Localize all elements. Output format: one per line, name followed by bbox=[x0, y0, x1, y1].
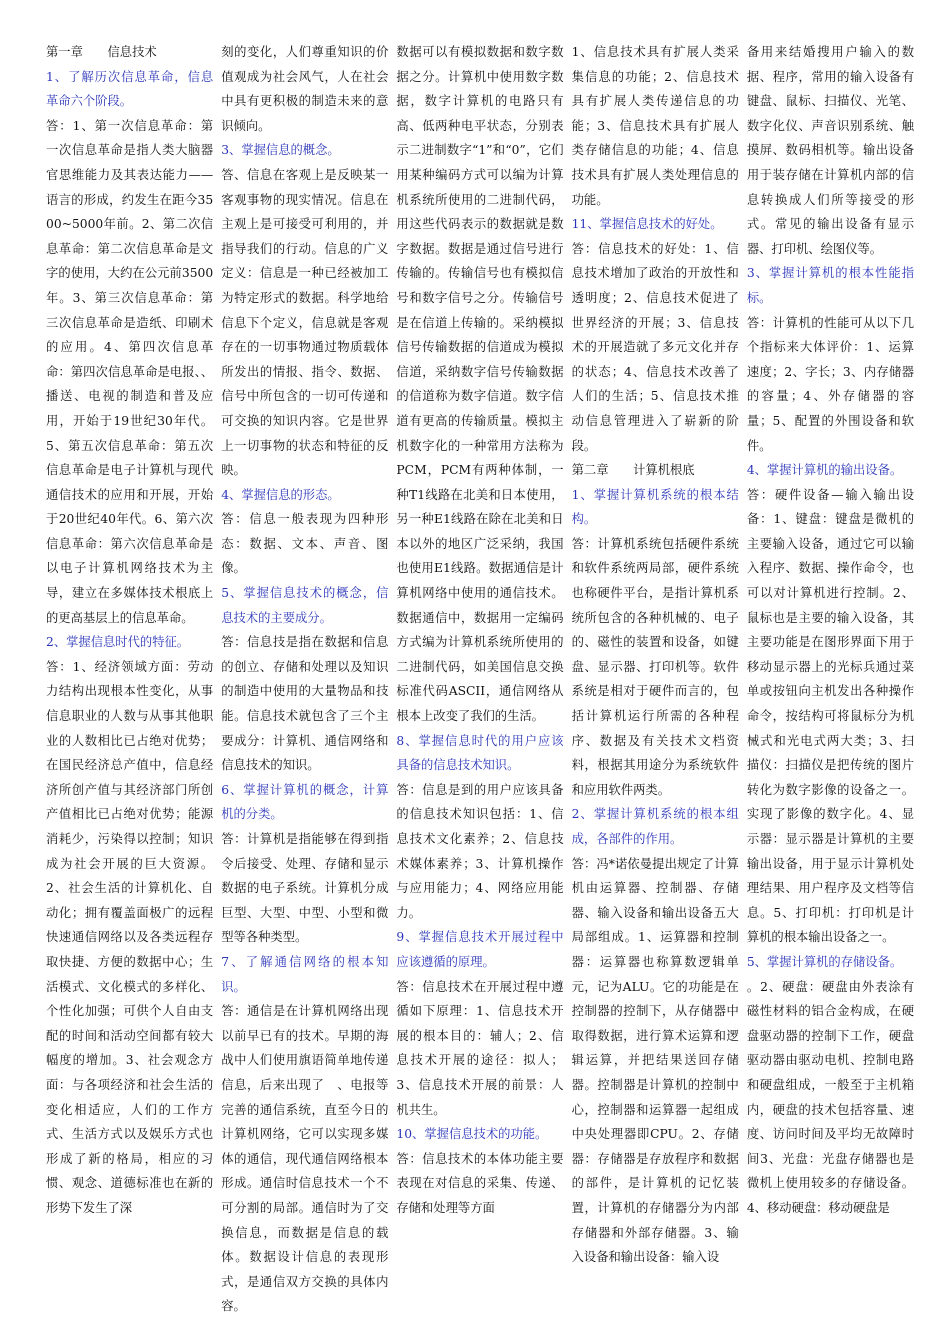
question-heading: 11、掌握信息技术的好处。 bbox=[571, 217, 723, 232]
answer-paragraph: 备用来结婚搜用户输入的数据、程序，常用的输入设备有键盘、鼠标、扫描仪、光笔、数字化仪、声音识别系统、触摸屏、数码相机等。输出设备用于装存储在计算机内部的信息转换成人们所等接受的形式。常见的输出设备有显示器、打印机、绘图仪等。 bbox=[746, 45, 915, 256]
question-heading: 5、掌握信息技术的概念，信息技术的主要成分。 bbox=[221, 586, 389, 625]
answer-paragraph: 答：1、第一次信息革命：第一次信息革命是指人类大脑器官思维能力及其表达能力——语言的形成，约发生在距今3500~5000年前。2、第二次信息革命：第二次信息革命是文字的使用，大约在公元前3500年。3、第三次信息革命：第三次信息革命是造纸、印刷术的应用。4、第四次信息革命：第四次信息革命是电报、、播送、电视的制造和普及应用，开始于19世纪30年代。5、第五次信息革命：第五次信息革命是电子计算机与现代通信技术的应用和开展，开始于20世纪40年代。6、第六次信息革命：第六次信息革命是以电子计算机网络技术为主导，建立在多媒体技术根底上的更高基层上的信息革命。 bbox=[46, 118, 214, 625]
chapter-heading: 第二章 计算机根底 bbox=[571, 463, 695, 478]
answer-paragraph: 答：冯*诺依曼提出规定了计算机由运算器、控制器、存储器、输入设备和输出设备五大局部组成。1、运算器和控制器：运算器也称算数逻辑单元，记为ALU。它的功能是在控制器的控制下，从存储器中取得数据，进行算术运算和逻辑运算，并把结果送回存储器。控制器是计算机的控制中心，控制器和运算器一起组成中央处理器即CPU。2、存储器：存储器是存放程序和数据的部件，是计算机的记忆装置，计算机的存储器分为内部存储器和外部存储器。3、输入设备和输出设备：输入设 bbox=[571, 856, 739, 1265]
answer-paragraph: 刻的变化，人们尊重知识的价值观成为社会风气，人在社会中具有更积极的制造未来的意识倾向。 bbox=[221, 45, 389, 133]
answer-paragraph: 答：信息技是指在数据和信息的创立、存储和处理以及知识的制造中使用的大量物品和技能。信息技术就包含了三个主要成分：计算机、通信网络和信息技术的知识。 bbox=[221, 635, 389, 773]
text-column-5 bbox=[747, 40, 914, 1330]
answer-paragraph: 数据可以有模拟数据和数字数据之分。计算机中使用数字数据，数字计算机的电路只有高、低两种电平状态，分别表示二进制数字“1”和“0”，它们用某种编码方式可以编为计算机系统所使用的二进制代码，用这些代码表示的数据就是数字数据。数据是通过信号进行传输的。传输信号也有模拟信号和数字信号之分。传输信号是在信道上传输的。采纳模拟信号传输数据的信道成为模拟信道，采纳数字信号传输数据的信道称为数字信道。数字信道有更高的传输质量。模拟主机数字化的一种常用方法称为PCM，PCM有两种体制，一种T1线路在北美和日本使用，另一种E1线路在除在北美和日本以外的地区广泛采纳，我国也使用E1线路。数据通信是计算机网络中使用的通信技术。数据通信中，数据用一定编码方式编为计算机系统所使用的二进制代码，如美国信息交换标准代码ASCII，通信网络从根本上改变了我们的生活。 bbox=[396, 45, 564, 724]
text-column-2 bbox=[221, 40, 388, 1330]
answer-paragraph: 答：通信是在计算机网络出现以前早已有的技术。早期的海战中人们使用旗语简单地传递信息，后来出现了 、电报等完善的通信系统，直至今日的计算机网络，它可以实现多媒体的通信，现代通信网络根本形成。通信时信息技术一个不可分割的局部。通信时为了交换信息，而数据是信息的载体。数据设计信息的表现形式，是通信双方交换的具体内容。 bbox=[221, 1004, 389, 1314]
question-heading: 6、掌握计算机的概念，计算机的分类。 bbox=[221, 782, 389, 822]
answer-paragraph: 答：计算机是指能够在得到指令后接受、处理、存储和显示数据的电子系统。计算机分成巨型、大型、中型、小型和微型等各种类型。 bbox=[221, 832, 389, 945]
question-heading: 2、掌握信息时代的特征。 bbox=[46, 635, 190, 650]
answer-paragraph: 答、信息在客观上是反映某一客观事物的现实情况。信息在主观上是可接受可利用的，并指导我们的行动。信息的广义定义：信息是一种已经被加工为特定形式的数据。科学地给信息下个定义，信息就是客观存在的一切事物通过物质载体所发出的情报、指令、数据、信号中所包含的一切可传递和可交换的知识内容。它是世界上一切事物的状态和特征的反映。 bbox=[221, 167, 389, 478]
answer-paragraph: 答：信息技术的本体功能主要表现在对信息的采集、传递、存储和处理等方面 bbox=[396, 1151, 564, 1215]
answer-paragraph: 答：信息一般表现为四种形态：数据、文本、声音、图像。 bbox=[221, 512, 389, 576]
question-heading: 10、掌握信息技术的功能。 bbox=[396, 1127, 548, 1142]
answer-paragraph: 答：信息技术在开展过程中遵循如下原理：1、信息技术开展的根本目的：辅人；2、信息技术开展的途径：拟人；3、信息技术开展的前景：人机共生。 bbox=[396, 979, 564, 1117]
answer-paragraph: 答：硬件设备—输入输出设备：1、键盘：键盘是微机的主要输入设备，通过它可以输入程序、数据、操作命令，也可以对计算机进行控制。2、鼠标也是主要的输入设备，其主要功能是在图形界面下用于移动显示器上的光标兵通过菜单或按钮向主机发出各种操作命令，按结构可将鼠标分为机械式和光电式两大类；3、扫描仪：扫描仪是把传统的图片转化为数字影像的设备之一。实现了影像的数字化。4、显示器：显示器是计算机的主要输出设备，用于显示计算机处理结果、用户程序及文档等信息。5、打印机：打印机是计算机的根本输出设备之一。 bbox=[746, 487, 915, 945]
answer-paragraph: 答：1、经济领域方面：劳动力结构出现根本性变化，从事信息职业的人数与从事其他职业的人数相比已占绝对优势；在国民经济总产值中，信息经济所创产值与其经济部门所创产值相比已占绝对优势；能源消耗少，污染得以控制；知识成为社会开展的巨大资源。2、社会生活的计算机化、自动化；拥有覆盖面极广的远程快速通信网络以及各类远程存取快捷、方便的数据中心；生活模式、文化模式的多样化、个性化加强；可供个人自由支配的时间和活动空间都有较大幅度的增加。3、社会观念方面：与各项经济和社会生活的变化相适应，人们的工作方式、生活方式以及娱乐方式也形成了新的格局，相应的习惯、观念、道德标准也在新的形势下发生了深 bbox=[46, 659, 214, 1215]
text-column-4 bbox=[572, 40, 739, 1330]
document-page bbox=[46, 40, 914, 1330]
answer-paragraph: 答：计算机系统包括硬件系统和软件系统两局部，硬件系统也称硬件平台，是指计算机系统所包含的各种机械的、电子的、磁性的装置和设备，如键盘、显示器、打印机等。软件系统是相对于硬件而言的，包括计算机运行所需的各种程序、数据及有关技术文档资料，根据其用途分为系统软件和应用软件两类。 bbox=[571, 536, 739, 797]
question-heading: 8、掌握信息时代的用户应该具备的信息技术知识。 bbox=[396, 733, 564, 773]
answer-paragraph: 答：信息是到的用户应该具备的信息技术知识包括：1、信息技术文化素养；2、信息技术媒体素养；3、计算机操作与应用能力；4、网络应用能力。 bbox=[396, 782, 564, 920]
text-column-1 bbox=[46, 40, 213, 1330]
question-heading: 3、掌握计算机的根本性能指标。 bbox=[746, 266, 915, 305]
question-heading: 4、掌握信息的形态。 bbox=[221, 487, 340, 502]
chapter-heading: 第一章 信息技术 bbox=[46, 45, 157, 59]
question-heading: 4、掌握计算机的输出设备。 bbox=[746, 463, 903, 478]
answer-paragraph: 答：计算机的性能可从以下几个指标来大体评价：1、运算速度；2、字长；3、内存储器的容量；4、外存储器的容量；5、配置的外围设备和软件。 bbox=[746, 315, 915, 453]
answer-paragraph: 答：信息技术的好处：1、信息技术增加了政治的开放性和透明度；2、信息技术促进了世界经济的开展；3、信息技术的开展造就了多元文化并存的状态；4、信息技术改善了人们的生活；5、信息技术推动信息管理进入了崭新的阶段。 bbox=[571, 241, 739, 453]
answer-paragraph: 。2、硬盘：硬盘由外表涂有磁性材料的铝合金构成，在硬盘驱动器的控制下工作，硬盘驱动器由驱动电机、控制电路和硬盘组成，一般至于主机箱内，硬盘的技术包括容量、速度、访问时间及平均无故障时间3、光盘：光盘存储器也是微机上使用较多的存储设备。4、移动硬盘：移动硬盘是 bbox=[746, 979, 915, 1215]
answer-paragraph: 1、信息技术具有扩展人类采集信息的功能；2、信息技术具有扩展人类传递信息的功能；3、信息技术具有扩展人类存储信息的功能；4、信息技术具有扩展人类处理信息的功能。 bbox=[571, 45, 739, 207]
question-heading: 3、掌握信息的概念。 bbox=[221, 143, 340, 158]
text-column-3 bbox=[396, 40, 563, 1330]
question-heading: 5、掌握计算机的存储设备。 bbox=[746, 954, 903, 969]
question-heading: 7、了解通信网络的根本知识。 bbox=[221, 954, 389, 994]
question-heading: 1、掌握计算机系统的根本结构。 bbox=[571, 487, 739, 527]
question-heading: 2、掌握计算机系统的根本组成，各部件的作用。 bbox=[571, 807, 739, 846]
question-heading: 9、掌握信息技术开展过程中应该遵循的原理。 bbox=[396, 930, 564, 969]
question-heading: 1、了解历次信息革命，信息革命六个阶段。 bbox=[46, 69, 214, 109]
